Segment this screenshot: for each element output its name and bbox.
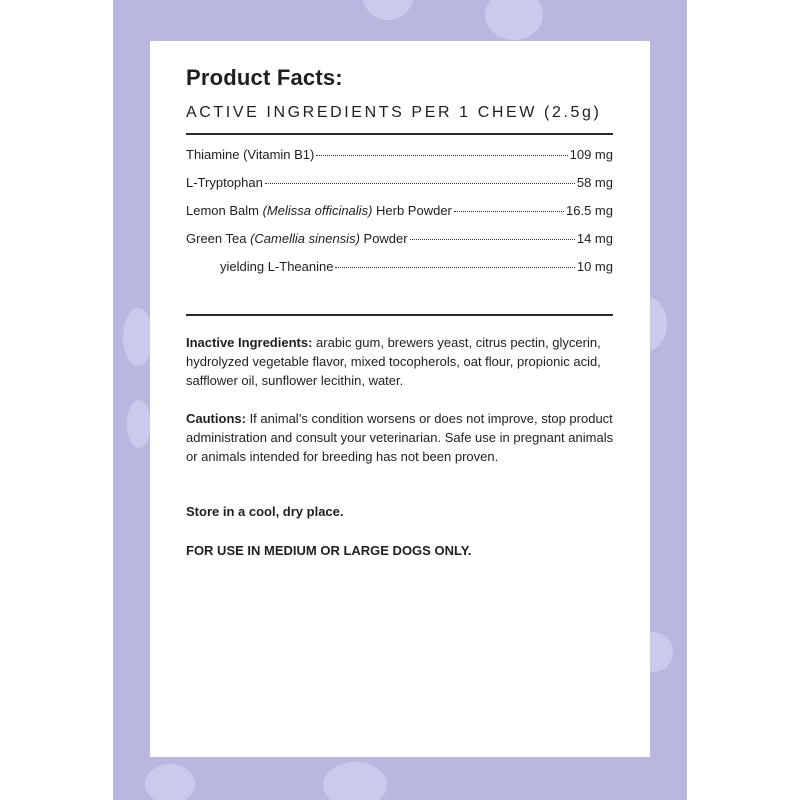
paw-print-icon <box>145 764 195 800</box>
product-facts-panel <box>150 41 650 757</box>
ingredient-name: L-Tryptophan <box>186 175 263 190</box>
ingredient-amount: 10 mg <box>576 259 613 274</box>
paw-print-icon <box>485 0 543 40</box>
ingredient-name: Thiamine (Vitamin B1) <box>186 147 315 162</box>
storage-instruction: Store in a cool, dry place. <box>186 504 344 519</box>
paw-print-icon <box>363 0 413 20</box>
ingredient-amount: 58 mg <box>576 175 613 190</box>
ingredient-name: Lemon Balm (Melissa officinalis) Herb Powder <box>186 203 452 218</box>
cautions-text: Cautions: If animal’s condition worsens or does not improve, stop product administration and consult your veterinarian. Safe use in pregnant animals or animals intended for breeding has not been proven. <box>186 411 614 464</box>
dot-leader <box>335 267 574 268</box>
inactive-ingredients-text: Inactive Ingredients: arabic gum, brewers yeast, citrus pectin, glycerin, hydrolyzed vegetable flavor, mixed tocopherols, oat flour, propionic acid, safflower oil, sunflower lecithin, water. <box>186 335 601 388</box>
dot-leader <box>265 183 575 184</box>
active-ingredients-heading: ACTIVE INGREDIENTS PER 1 CHEW (2.5g) <box>186 104 602 121</box>
heading-divider <box>186 133 613 135</box>
paw-print-icon <box>123 308 153 366</box>
active-ingredients-list <box>186 147 613 287</box>
ingredient-name: Green Tea (Camellia sinensis) Powder <box>186 231 408 246</box>
dot-leader <box>454 211 564 212</box>
paw-print-icon <box>323 762 387 800</box>
inactive-ingredients-label: Inactive Ingredients: <box>186 335 313 350</box>
ingredient-row-tryptophan <box>186 175 613 203</box>
ingredient-row-thiamine <box>186 147 613 175</box>
ingredient-row-lemon-balm <box>186 203 613 231</box>
section-divider <box>186 314 613 316</box>
ingredient-row-theanine <box>186 259 613 287</box>
product-facts-title: Product Facts: <box>186 65 343 90</box>
paw-print-icon <box>127 400 151 448</box>
usage-warning: FOR USE IN MEDIUM OR LARGE DOGS ONLY. <box>186 543 472 558</box>
ingredient-amount: 109 mg <box>569 147 613 162</box>
ingredient-name: yielding L-Theanine <box>220 259 334 274</box>
dot-leader <box>316 155 567 156</box>
dot-leader <box>410 239 575 240</box>
ingredient-amount: 16.5 mg <box>566 203 613 218</box>
cautions-label: Cautions: <box>186 411 246 426</box>
ingredient-amount: 14 mg <box>576 231 613 246</box>
ingredient-row-green-tea <box>186 231 613 259</box>
